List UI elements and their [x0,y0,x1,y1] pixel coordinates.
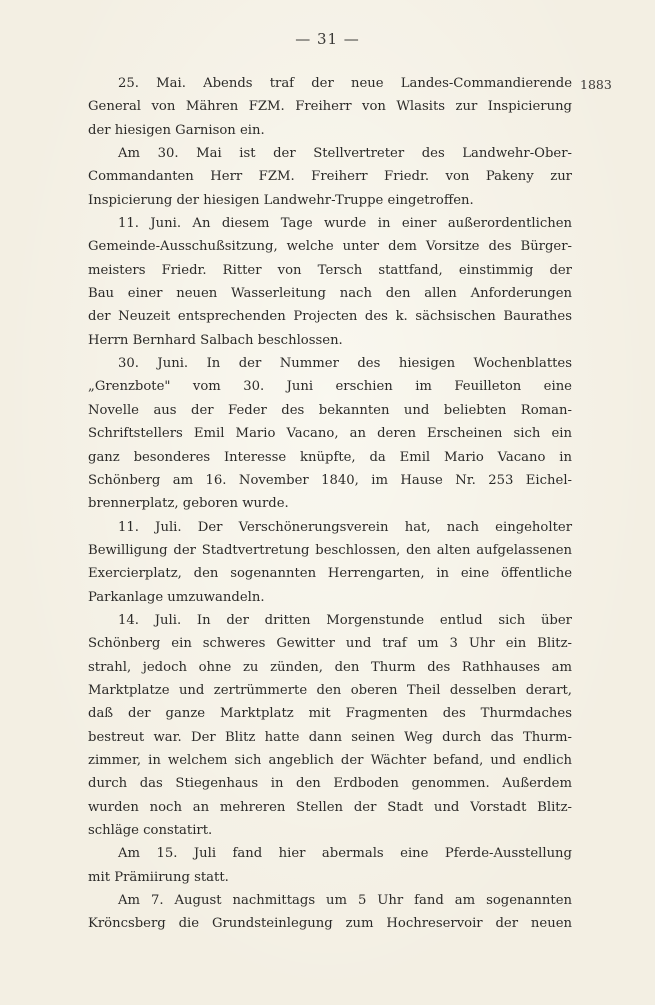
text-line: Schönberg ein schweres Gewitter und traf um 3 Uhr ein Blitz- [88,636,572,652]
text-line: General von Mähren FZM. Freiherr von Wlasits zur Inspicierung [88,99,572,115]
text-line: wurden noch an mehreren Stellen der Stadt und Vorstadt Blitz- [88,799,572,815]
text-line: meisters Friedr. Ritter von Tersch stattfand, einstimmig der [88,262,572,278]
text-line: 14. Juli. In der dritten Morgenstunde entlud sich über [118,612,572,628]
text-line: zimmer, in welchem sich angeblich der Wächter befand, und endlich [88,752,572,768]
text-line: mit Prämiirung statt. [88,869,229,885]
text-line: Parkanlage umzuwandeln. [88,589,265,605]
text-line: schläge constatirt. [88,823,213,838]
page-number: — 31 — [295,30,360,48]
text-line: 11. Juni. An diesem Tage wurde in einer außerordentlichen [118,216,572,232]
text-line: Commandanten Herr FZM. Freiherr Friedr. von Pakeny zur [88,169,572,185]
margin-year: 1883 [580,77,612,92]
text-line: Am 7. August nachmittags um 5 Uhr fand am sogenannten [118,893,572,909]
text-line: bestreut war. Der Blitz hatte dann seinen Weg durch das Thurm- [88,729,572,745]
text-line: Schönberg am 16. November 1840, im Hause Nr. 253 Eichel- [88,472,572,488]
text-line: 11. Juli. Der Verschönerungsverein hat, nach eingeholter [118,519,572,535]
text-line: 25. Mai. Abends traf der neue Landes-Commandierende [118,76,572,91]
text-line: der hiesigen Garnison ein. [88,122,265,138]
text-line: strahl, jedoch ohne zu zünden, den Thurm des Rathhauses am [88,659,572,675]
text-line: daß der ganze Marktplatz mit Fragmenten des Thurmdaches [88,706,572,722]
text-line: Bau einer neuen Wasserleitung nach den allen Anforderungen [88,286,572,302]
text-line: Kröncsberg die Grundsteinlegung zum Hochreservoir der neuen [88,916,572,932]
text-line: Novelle aus der Feder des bekannten und beliebten Roman- [88,402,572,418]
text-line: Inspicierung der hiesigen Landwehr-Truppe eingetroffen. [88,192,474,208]
text-line: Marktplatze und zertrümmerte den oberen Theil desselben derart, [88,682,572,698]
text-line: 30. Juni. In der Nummer des hiesigen Wochenblattes [118,356,572,372]
text-line: Bewilligung der Stadtvertretung beschlossen, den alten aufgelassenen [88,542,572,558]
text-line: „Grenzbote" vom 30. Juni erschien im Feuilleton eine [88,379,572,395]
text-line: Schriftstellers Emil Mario Vacano, an deren Erscheinen sich ein [88,426,572,442]
text-line: Am 15. Juli fand hier abermals eine Pferde-Ausstellung [118,846,572,862]
text-line: Exercierplatz, den sogenannten Herrengarten, in eine öffentliche [88,566,572,582]
text-line: Gemeinde-Ausschußsitzung, welche unter dem Vorsitze des Bürger- [88,239,572,255]
text-line: der Neuzeit entsprechenden Projecten des k. sächsischen Baurathes [88,309,572,325]
text-line: Herrn Bernhard Salbach beschlossen. [88,332,343,348]
text-line: Am 30. Mai ist der Stellvertreter des Landwehr-Ober- [118,146,572,162]
text-line: durch das Stiegenhaus in den Erdboden genommen. Außerdem [88,776,572,792]
text-line: brennerplatz, geboren wurde. [88,496,289,512]
body-text [88,72,572,936]
text-line: ganz besonderes Interesse knüpfte, da Emil Mario Vacano in [88,449,572,465]
